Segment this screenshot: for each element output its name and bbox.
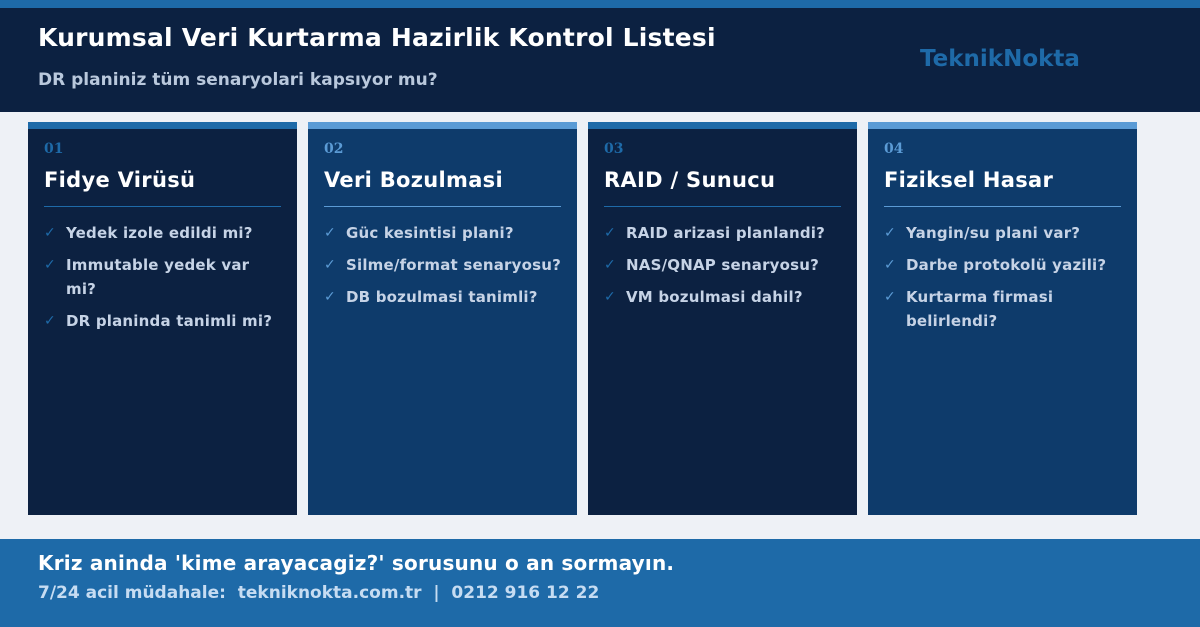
checklist-item [324,253,564,277]
check-icon: ✓ [44,225,56,241]
checklist [324,221,564,317]
card-ransomware [28,122,297,515]
card-raid-server [588,122,857,515]
checklist-item-label: Silme/format senaryosu? [346,256,562,274]
checklist-item-label: DR planinda tanimli mi? [66,312,273,330]
check-icon: ✓ [884,289,896,305]
checklist-item-label: Darbe protokolü yazili? [906,256,1107,274]
card-divider [884,206,1121,207]
check-icon: ✓ [884,257,896,273]
check-icon: ✓ [324,257,336,273]
checklist-item [324,221,564,245]
card-number: 03 [604,141,624,157]
header [0,8,1200,112]
checklist-item [604,285,844,309]
checklist-item-label: Yangin/su plani var? [906,224,1081,242]
checklist-item [324,285,564,309]
checklist [884,221,1124,341]
brand-logo: TeknikNokta [920,46,1080,72]
footer [0,539,1200,627]
checklist-item [884,221,1124,245]
check-icon: ✓ [604,289,616,305]
checklist-item [884,285,1124,333]
checklist-item-label: Güc kesintisi plani? [346,224,514,242]
checklist-item-label: VM bozulmasi dahil? [626,288,803,306]
card-title: Fiziksel Hasar [884,168,1054,192]
card-title: Fidye Virüsü [44,168,196,192]
footer-tagline: Kriz aninda 'kime arayacagiz?' sorusunu o an sormayın. [38,551,675,575]
checklist-item [44,253,284,301]
page-title: Kurumsal Veri Kurtarma Hazirlik Kontrol Listesi [38,23,716,52]
page-subtitle: DR planiniz tüm senaryolari kapsıyor mu? [38,70,438,90]
check-icon: ✓ [44,313,56,329]
check-icon: ✓ [324,289,336,305]
checklist-item [884,253,1124,277]
card-title: RAID / Sunucu [604,168,776,192]
footer-contact: 7/24 acil müdahale: tekniknokta.com.tr | 0212 916 12 22 [38,583,600,603]
checklist-item-label: RAID arizasi planlandi? [626,224,826,242]
checklist-item [604,221,844,245]
check-icon: ✓ [604,257,616,273]
checklist-item-label: Yedek izole edildi mi? [66,224,253,242]
check-icon: ✓ [884,225,896,241]
checklist-item-label: NAS/QNAP senaryosu? [626,256,820,274]
card-title: Veri Bozulmasi [324,168,503,192]
check-icon: ✓ [324,225,336,241]
checklist [604,221,844,317]
checklist-item [44,309,284,333]
card-number: 04 [884,141,904,157]
top-accent-bar [0,0,1200,8]
checklist-item-label: Kurtarma firmasi belirlendi? [906,288,1054,330]
checklist-item-label: DB bozulmasi tanimli? [346,288,538,306]
card-physical-damage [868,122,1137,515]
card-number: 01 [44,141,64,157]
check-icon: ✓ [44,257,56,273]
card-data-corruption [308,122,577,515]
card-divider [44,206,281,207]
checklist-item [44,221,284,245]
check-icon: ✓ [604,225,616,241]
card-divider [324,206,561,207]
card-divider [604,206,841,207]
checklist [44,221,284,341]
checklist-item [604,253,844,277]
card-number: 02 [324,141,344,157]
checklist-item-label: Immutable yedek var mi? [66,256,250,298]
